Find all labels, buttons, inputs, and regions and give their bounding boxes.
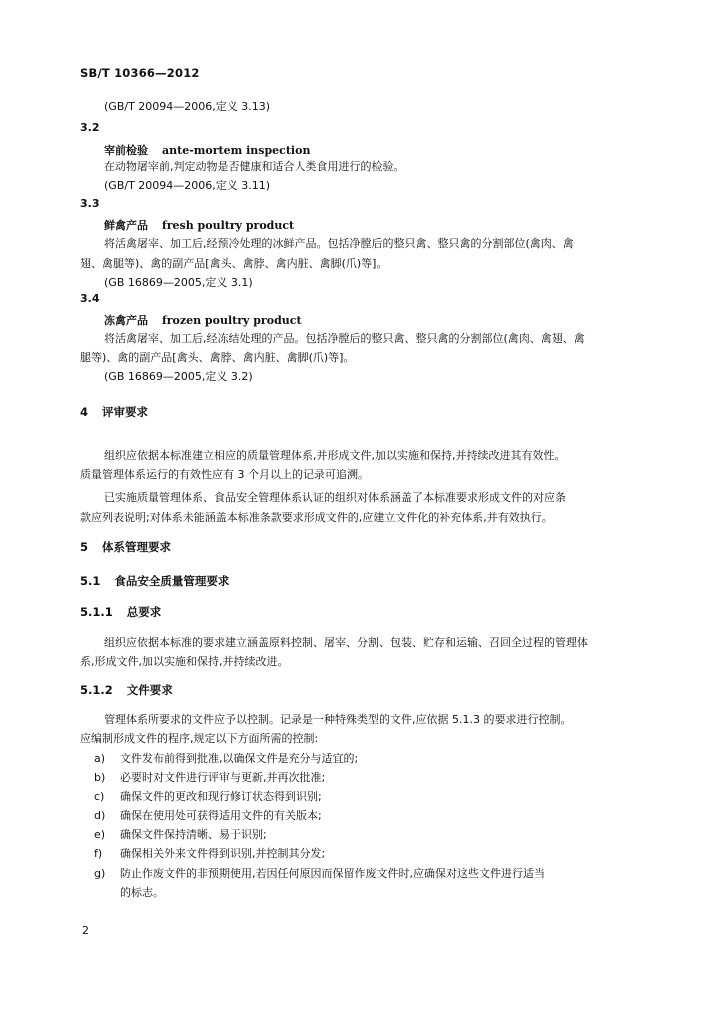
- list-text: 确保在使用处可获得适用文件的有关版本;: [120, 809, 322, 822]
- section-4-para1-line1: 组织应依据本标准建立相应的质量管理体系,并形成文件,加以实施和保持,并持续改进其有效性。: [104, 449, 566, 462]
- section-5-1-2-para-line1: 管理体系所要求的文件应予以控制。记录是一种特殊类型的文件,应依据 5.1.3 的要求进行控制。: [104, 713, 572, 726]
- list-item-f: [94, 845, 325, 861]
- section-5-number: 5: [80, 540, 89, 554]
- list-item-a: [94, 750, 358, 766]
- list-marker: d): [94, 809, 106, 822]
- term-3-4-en: frozen poultry product: [162, 314, 302, 327]
- term-3-3-zh: 鲜禽产品: [104, 219, 148, 232]
- term-3-3-reference: (GB 16869—2005,定义 3.1): [104, 276, 253, 289]
- term-3-3-definition-line1: 将活禽屠宰、加工后,经预冷处理的冰鲜产品。包括净膛后的整只禽、整只禽的分割部位(禽肉、禽: [104, 237, 574, 250]
- section-5-1-2-number: 5.1.2: [80, 683, 113, 697]
- list-marker: g): [94, 867, 106, 880]
- section-4-para2-line1: 已实施质量管理体系、食品安全管理体系认证的组织对体系涵盖了本标准要求形成文件的对应条: [104, 491, 566, 504]
- section-4-number: 4: [80, 405, 89, 419]
- section-5-1-heading: [80, 573, 229, 589]
- term-3-2-number: 3.2: [80, 121, 100, 134]
- section-5-1-1-heading: [80, 604, 161, 620]
- term-3-2-zh: 宰前检验: [104, 144, 148, 157]
- term-3-3-heading: [104, 217, 294, 233]
- term-3-3-en: fresh poultry product: [162, 219, 295, 232]
- section-4-heading: [80, 404, 148, 420]
- section-5-1-1-title: 总要求: [126, 605, 162, 619]
- list-item-d: [94, 807, 322, 823]
- term-3-4-definition-line1: 将活禽屠宰、加工后,经冻结处理的产品。包括净膛后的整只禽、整只禽的分割部位(禽肉、禽翅、禽: [104, 332, 585, 345]
- term-3-1-reference: (GB/T 20094—2006,定义 3.13): [104, 100, 271, 113]
- term-3-4-reference: (GB 16869—2005,定义 3.2): [104, 370, 253, 383]
- list-item-g-continuation: 的标志。: [120, 886, 164, 899]
- section-4-para2-line2: 款应列表说明;对体系未能涵盖本标准条款要求形成文件的,应建立文件化的补充体系,并有效执行。: [80, 511, 553, 524]
- term-3-3-number: 3.3: [80, 197, 100, 210]
- list-marker: b): [94, 771, 106, 784]
- section-5-1-1-number: 5.1.1: [80, 605, 113, 619]
- standard-code-header: SB/T 10366—2012: [80, 66, 200, 80]
- list-marker: f): [94, 847, 103, 860]
- section-5-1-2-heading: [80, 682, 173, 698]
- term-3-2-reference: (GB/T 20094—2006,定义 3.11): [104, 179, 271, 192]
- section-5-1-2-title: 文件要求: [126, 683, 173, 697]
- list-text: 确保文件的更改和现行修订状态得到识别;: [120, 790, 322, 803]
- list-text: 防止作废文件的非预期使用,若因任何原因而保留作废文件时,应确保对这些文件进行适当: [120, 867, 545, 880]
- term-3-4-zh: 冻禽产品: [104, 314, 148, 327]
- section-5-1-number: 5.1: [80, 574, 101, 588]
- list-text: 必要时对文件进行评审与更新,并再次批准;: [120, 771, 326, 784]
- list-marker: c): [94, 790, 105, 803]
- page-number: 2: [82, 924, 89, 937]
- term-3-4-number: 3.4: [80, 292, 100, 305]
- section-5-1-1-para-line2: 系,形成文件,加以实施和保持,并持续改进。: [80, 655, 289, 668]
- section-5-1-title: 食品安全质量管理要求: [114, 574, 230, 588]
- list-item-e: [94, 826, 267, 842]
- list-item-b: [94, 769, 325, 785]
- list-text: 文件发布前得到批准,以确保文件是充分与适宜的;: [120, 752, 359, 765]
- term-3-2-definition: 在动物屠宰前,判定动物是否健康和适合人类食用进行的检验。: [104, 160, 405, 173]
- list-text: 确保相关外来文件得到识别,并控制其分发;: [120, 847, 326, 860]
- section-5-title: 体系管理要求: [102, 540, 172, 554]
- term-3-3-definition-line2: 翅、禽腿等)、禽的副产品[禽头、禽脖、禽内脏、禽脚(爪)等]。: [80, 257, 388, 270]
- list-marker: a): [94, 752, 106, 765]
- list-item-c: [94, 788, 322, 804]
- section-4-title: 评审要求: [102, 405, 149, 419]
- section-5-1-2-para-line2: 应编制形成文件的程序,规定以下方面所需的控制:: [80, 732, 319, 745]
- term-3-2-heading: [104, 142, 310, 158]
- list-item-g: [94, 865, 545, 881]
- term-3-2-en: ante-mortem inspection: [162, 144, 311, 157]
- list-marker: e): [94, 828, 106, 841]
- section-4-para1-line2: 质量管理体系运行的有效性应有 3 个月以上的记录可追溯。: [80, 468, 369, 481]
- section-5-1-1-para-line1: 组织应依据本标准的要求建立涵盖原料控制、屠宰、分割、包装、贮存和运输、召回全过程的管理体: [104, 636, 588, 649]
- list-text: 确保文件保持清晰、易于识别;: [120, 828, 267, 841]
- term-3-4-heading: [104, 312, 302, 328]
- term-3-4-definition-line2: 腿等)、禽的副产品[禽头、禽脖、禽内脏、禽脚(爪)等]。: [80, 351, 355, 364]
- section-5-heading: [80, 539, 171, 555]
